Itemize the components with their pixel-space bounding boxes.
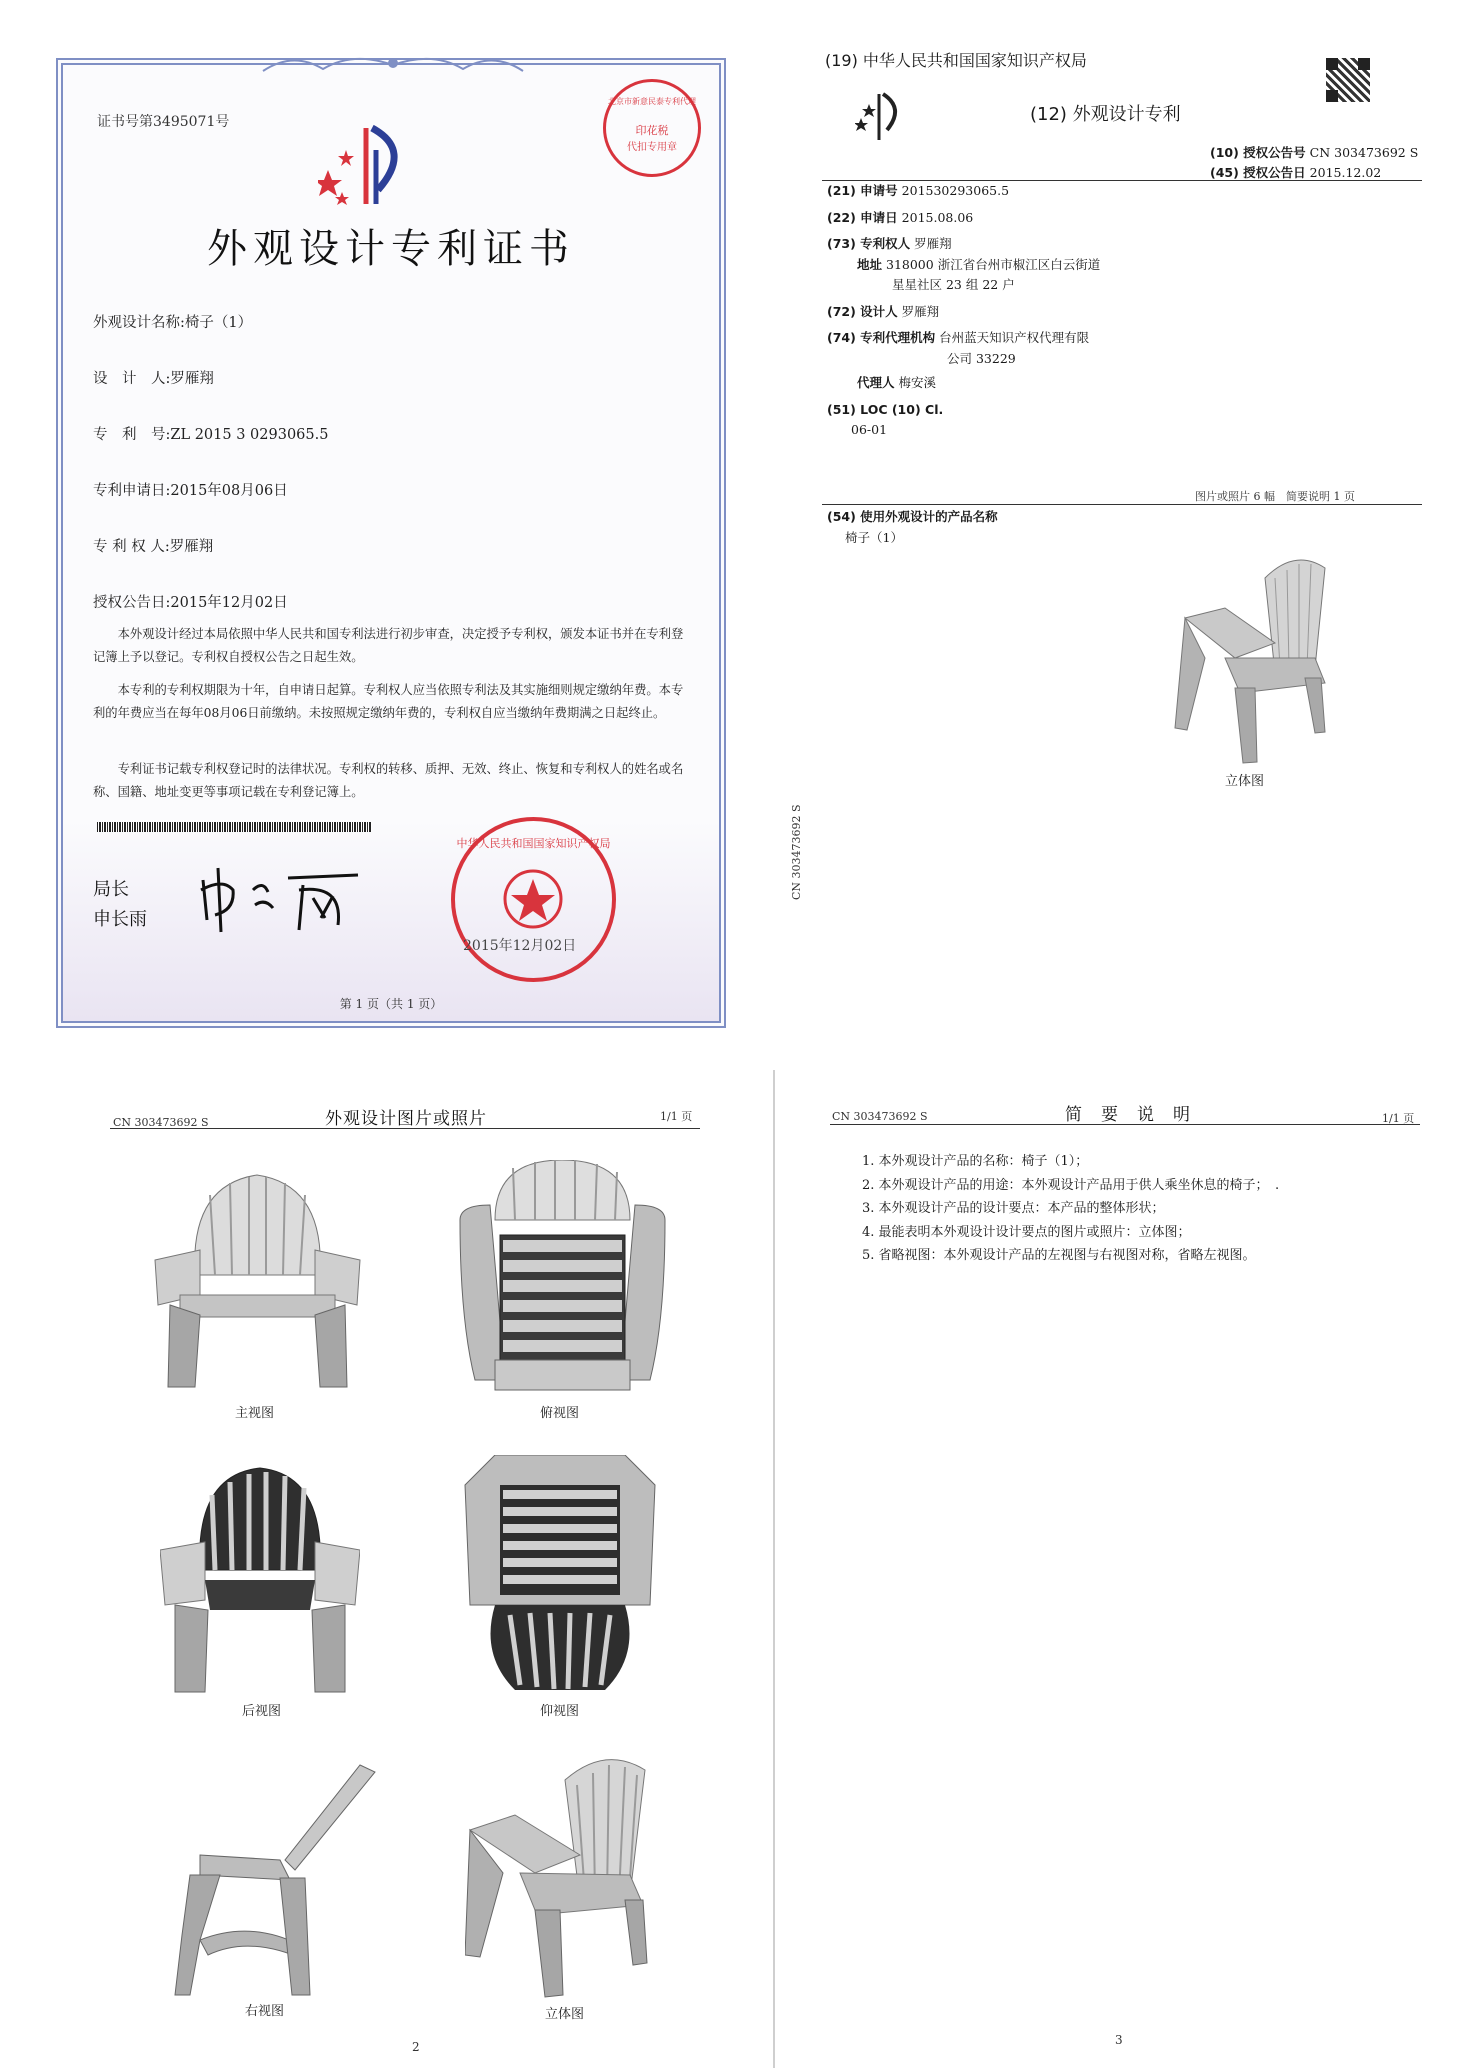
page2-rule — [110, 1128, 700, 1129]
description-item: 1. 本外观设计产品的名称：椅子（1）； — [862, 1154, 1089, 1169]
caption-back-view: 后视图 — [242, 1704, 282, 1719]
patent-kind: (12) 外观设计专利 — [1030, 104, 1181, 125]
pub-number-row: (10) 授权公告号 CN 303473692 S — [1210, 145, 1419, 160]
certificate-paragraph-2: 本专利的专利权期限为十年，自申请日起算。专利权人应当依照专利法及其实施细则规定缴纳年费。本专利的年费应当在每年08月06日前缴纳。未按照规定缴纳年费的，专利权自应当缴纳年费期满之日起终止。 — [93, 683, 684, 720]
chair-front-view-image — [150, 1165, 365, 1390]
official-seal: 中华人民共和国国家知识产权局 — [451, 817, 616, 982]
biblio-row: (51) LOC (10) Cl. — [827, 401, 944, 417]
caption-perspective-view: 立体图 — [545, 2007, 585, 2022]
caption-front-view: 主视图 — [235, 1406, 275, 1421]
biblio-row: 公司 33229 — [947, 350, 1016, 366]
certificate-number: 证书号第3495071号 — [97, 114, 230, 130]
caption-bottom-view: 仰视图 — [540, 1704, 580, 1719]
biblio-row: 06-01 — [851, 422, 888, 437]
ornament-icon — [253, 51, 533, 79]
bibliographic-data — [827, 181, 1100, 441]
certificate-paragraph-1: 本外观设计经过本局依照中华人民共和国专利法进行初步审查，决定授予专利权，颁发本证书并在专利登记簿上予以登记。专利权自授权公告之日起生效。 — [93, 627, 684, 664]
field-application-date: 专利申请日:2015年08月06日 — [93, 483, 288, 499]
office-name: (19) 中华人民共和国国家知识产权局 — [825, 51, 1087, 70]
certificate-title: 外观设计专利证书 — [207, 226, 575, 272]
cnipa-logo-icon — [318, 120, 418, 210]
signature-icon — [193, 860, 368, 935]
section-rule — [822, 504, 1422, 505]
page3-page: 1/1 页 — [1382, 1112, 1415, 1125]
seal-date: 2015年12月02日 — [463, 938, 577, 954]
brief-description-list — [862, 1150, 1279, 1268]
chair-back-view-image — [160, 1460, 360, 1695]
certificate-paragraph-3: 专利证书记载专利权登记时的法律状况。专利权的转移、质押、无效、终止、恢复和专利权人的姓名或名称、国籍、地址变更等事项记载在专利登记簿上。 — [93, 762, 684, 799]
biblio-row: 代理人 梅安溪 — [857, 375, 937, 390]
caption-top-view: 俯视图 — [540, 1406, 580, 1421]
description-item: 2. 本外观设计产品的用途：本外观设计产品用于供人乘坐休息的椅子； . — [862, 1177, 1280, 1193]
caption-right-view: 右视图 — [245, 2004, 285, 2019]
page2-page: 1/1 页 — [660, 1110, 693, 1123]
cnipa-logo-icon — [855, 90, 905, 145]
certificate-footer: 第 1 页（共 1 页） — [339, 997, 443, 1011]
field-announcement-date: 授权公告日:2015年12月02日 — [93, 595, 288, 611]
barcode — [97, 822, 372, 832]
biblio-row: 地址 318000 浙江省台州市椒江区白云街道 — [857, 256, 1101, 272]
qr-code-icon — [1326, 58, 1370, 102]
page2-number: 2 — [412, 2040, 420, 2054]
description-item: 5. 省略视图：本外观设计产品的左视图与右视图对称，省略左视图。 — [862, 1248, 1256, 1263]
product-name: 椅子（1） — [845, 530, 903, 545]
chair-perspective-image — [1165, 548, 1355, 768]
chair-bottom-view-image — [455, 1455, 665, 1695]
page-divider — [773, 1070, 775, 2068]
tax-stamp: 北京市新意民泰专利代理 印花税 代扣专用章 — [603, 79, 701, 177]
certificate-tint — [63, 821, 719, 1021]
page3-rule — [830, 1124, 1420, 1125]
pages-note: 图片或照片 6 幅 简要说明 1 页 — [1195, 490, 1355, 503]
side-code: CN 303473692 S — [790, 804, 803, 900]
director-name: 申长雨 — [93, 909, 147, 930]
director-title: 局长 — [93, 879, 129, 900]
field-design-name: 外观设计名称:椅子（1） — [93, 315, 253, 331]
biblio-row: 星星社区 23 组 22 户 — [892, 277, 1015, 292]
description-item: 3. 本外观设计产品的设计要点：本产品的整体形状； — [862, 1201, 1165, 1216]
page3-title: 简 要 说 明 — [1065, 1105, 1191, 1125]
field-patentee: 专 利 权 人:罗雁翔 — [93, 539, 214, 555]
description-item: 4. 最能表明本外观设计设计要点的图片或照片：立体图； — [862, 1224, 1191, 1240]
chair-top-view-image — [455, 1160, 670, 1395]
biblio-row: (22) 申请日 2015.08.06 — [827, 209, 974, 225]
page2-title: 外观设计图片或照片 — [325, 1109, 487, 1129]
page3-code: CN 303473692 S — [832, 1110, 928, 1123]
field-patent-number: 专 利 号:ZL 2015 3 0293065.5 — [93, 427, 329, 443]
pub-date-row: (45) 授权公告日 2015.12.02 — [1210, 165, 1382, 180]
biblio-row: (73) 专利权人 罗雁翔 — [827, 236, 952, 251]
page2-code: CN 303473692 S — [113, 1116, 209, 1129]
chair-right-view-image — [160, 1760, 390, 2000]
field-designer: 设 计 人:罗雁翔 — [93, 371, 214, 387]
chair-perspective-view-image — [465, 1745, 665, 2000]
page3-number: 3 — [1115, 2033, 1123, 2047]
biblio-row: (21) 申请号 201530293065.5 — [827, 183, 1010, 198]
biblio-row: (74) 专利代理机构 台州蓝天知识产权代理有限 — [827, 330, 1090, 345]
patent-certificate — [56, 58, 726, 1028]
biblio-row: (72) 设计人 罗雁翔 — [827, 303, 940, 319]
figure-caption: 立体图 — [1225, 774, 1265, 789]
product-label: (54) 使用外观设计的产品名称 — [827, 509, 998, 524]
